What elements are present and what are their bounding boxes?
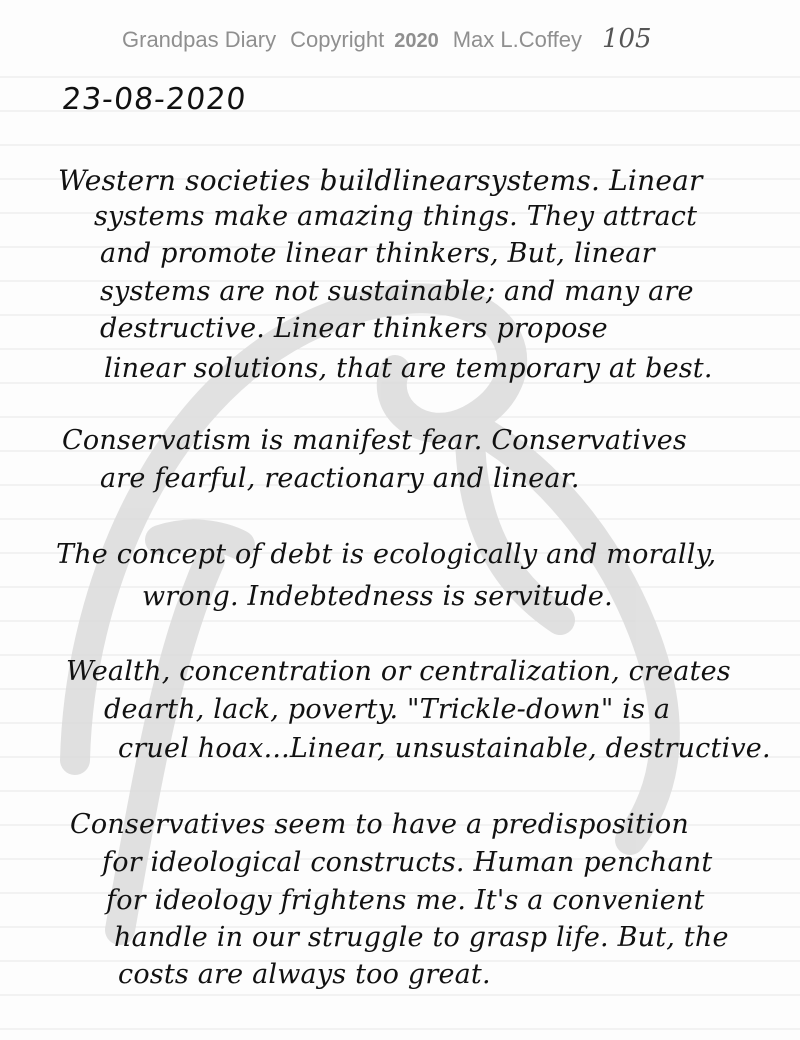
page-number: 105 <box>601 24 652 54</box>
paragraph-1-line-1: Western societies buildlinearsystems. Linear <box>58 164 703 197</box>
paragraph-1-line-3: and promote linear thinkers, But, linear <box>100 238 655 269</box>
paragraph-1-line-4: systems are not sustainable; and many are <box>100 276 694 307</box>
paragraph-1-line-2: systems make amazing things. They attract <box>94 201 698 232</box>
paragraph-2-line-2: are fearful, reactionary and linear. <box>100 463 580 494</box>
page-header <box>122 24 762 60</box>
copyright-label: Copyright <box>290 27 385 52</box>
paragraph-5-line-2: for ideological constructs. Human penchant <box>102 847 713 878</box>
paragraph-5-line-1: Conservatives seem to have a predisposition <box>70 809 689 840</box>
diary-title: Grandpas Diary <box>122 27 277 52</box>
entry-date: 23-08-2020 <box>60 82 249 117</box>
paragraph-4-line-1: Wealth, concentration or centralization, creates <box>66 656 731 687</box>
paragraph-4-line-3: cruel hoax...Linear, unsustainable, destructive. <box>118 733 771 764</box>
paragraph-1-line-6: linear solutions, that are temporary at best. <box>104 353 713 384</box>
copyright-year: 2020 <box>394 30 439 52</box>
author-name: Max L.Coffey <box>452 27 582 52</box>
paragraph-3-line-2: wrong. Indebtedness is servitude. <box>142 581 613 612</box>
paragraph-5-line-4: handle in our struggle to grasp life. But, the <box>114 922 729 953</box>
paragraph-5-line-5: costs are always too great. <box>118 959 491 990</box>
paragraph-3-line-1: The concept of debt is ecologically and morally, <box>56 539 717 570</box>
paragraph-5-line-3: for ideology frightens me. It's a convenient <box>106 885 705 916</box>
paragraph-2-line-1: Conservatism is manifest fear. Conservatives <box>62 425 687 456</box>
paragraph-4-line-2: dearth, lack, poverty. "Trickle-down" is a <box>104 694 671 725</box>
paragraph-1-line-5: destructive. Linear thinkers propose <box>100 313 608 344</box>
